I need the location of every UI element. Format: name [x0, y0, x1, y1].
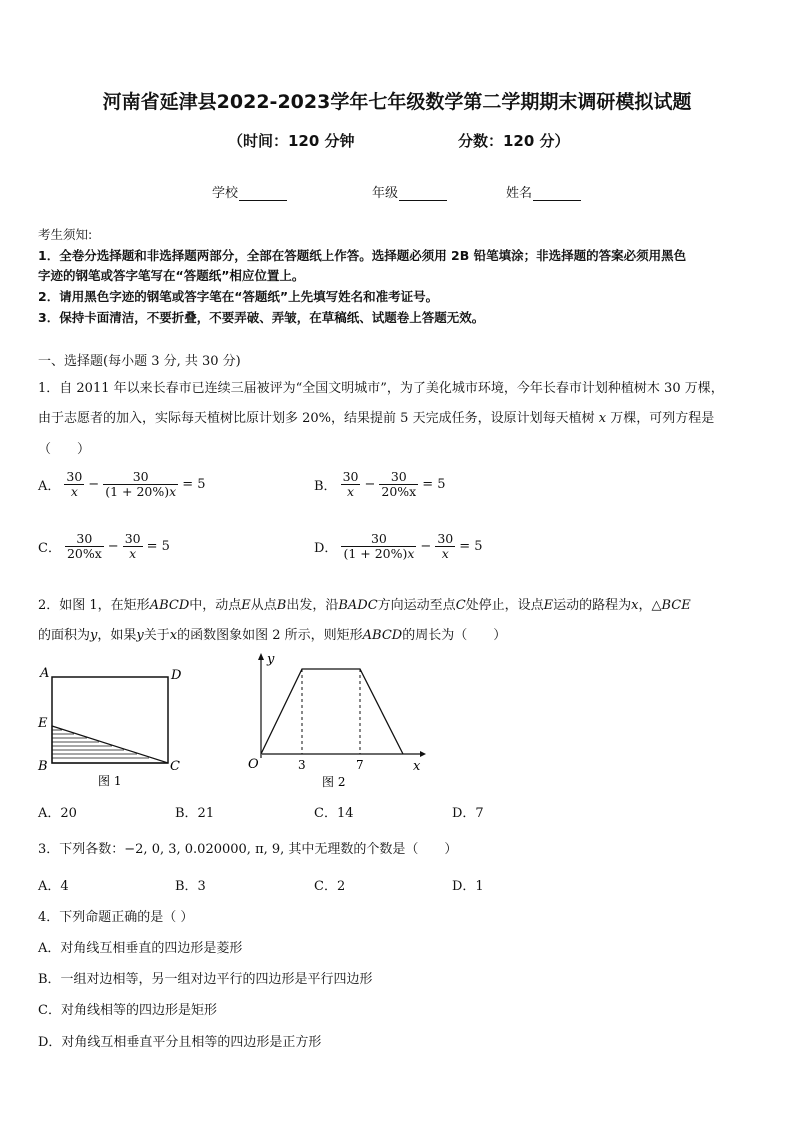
- notice-item-2: 2．请用黑色字迹的钢笔或答字笔在“答题纸”上先填写姓名和准考证号。: [38, 289, 439, 304]
- exam-score: 分数：120 分）: [458, 132, 570, 150]
- notice-item-1b: 字迹的钢笔或答字笔写在“答题纸”相应位置上。: [38, 268, 305, 283]
- grade-blank: [399, 188, 447, 201]
- label-d: D: [171, 668, 182, 683]
- figure-1-caption: 图 1: [98, 774, 122, 788]
- q1-option-b[interactable]: B． $\frac{30}{x}$ − $\frac{30}{20\%x}$ = 5: [314, 469, 446, 500]
- q1-option-c[interactable]: C． $\frac{30}{20\%x}$ − $\frac{30}{x}$ = 5: [38, 531, 170, 562]
- q2-line2: 的面积为y，如果y关于x的函数图象如图 2 所示，则矩形ABCD的周长为（ ）: [38, 628, 507, 643]
- q4-option-a[interactable]: A．对角线互相垂直的四边形是菱形: [38, 941, 243, 956]
- q2-option-c[interactable]: C．14: [314, 806, 354, 821]
- notice-item-1: 1．全卷分选择题和非选择题两部分，全部在答题纸上作答。选择题必须用 2B 铅笔填涂；非选择题的答案必须用黑色: [38, 248, 687, 263]
- triangle-bce: [52, 726, 168, 763]
- name-label: 姓名: [506, 186, 533, 201]
- x-axis-arrow: [420, 751, 426, 757]
- school-field: [212, 182, 287, 201]
- tick-7: 7: [356, 758, 364, 772]
- y-label: y: [267, 652, 275, 667]
- x-label: x: [413, 759, 421, 774]
- section-heading: 一、选择题(每小题 3 分, 共 30 分): [38, 354, 241, 369]
- name-field: [506, 182, 581, 201]
- q1-line1: 1．自 2011 年以来长春市已连续三届被评为“全国文明城市”，为了美化城市环境，今年长春市计划种植树木 30 万棵，: [38, 381, 724, 396]
- q1-line2: 由于志愿者的加入，实际每天植树比原计划多 20%，结果提前 5 天完成任务，设原计划每天植树 x 万棵，可列方程是: [38, 411, 715, 426]
- q2-line1: 2．如图 1，在矩形ABCD中，动点E从点B出发，沿BADC方向运动至点C处停止，设点E运动的路程为x，△BCE: [38, 598, 691, 613]
- figure-2-caption: 图 2: [322, 775, 346, 789]
- q3-text: 3．下列各数：−2, 0, 3, 0.020000, π, 9, 其中无理数的个数是（ ）: [38, 842, 458, 857]
- q1-line3: （ ）: [38, 442, 91, 457]
- q2-option-a[interactable]: A．20: [38, 806, 77, 821]
- school-label: 学校: [212, 186, 239, 201]
- figure-2-graph: [232, 648, 432, 793]
- grade-field: [372, 182, 447, 201]
- notice-item-3: 3．保持卡面清洁，不要折叠，不要弄破、弄皱，在草稿纸、试题卷上答题无效。: [38, 310, 485, 325]
- q1-option-a[interactable]: A． $\frac{30}{x}$ − $\frac{30}{(1 + 20\%)x}$ = 5: [38, 469, 206, 500]
- q3-option-d[interactable]: D．1: [452, 879, 484, 894]
- grade-label: 年级: [372, 186, 399, 201]
- q2-option-b[interactable]: B．21: [175, 806, 215, 821]
- q1-option-d[interactable]: D． $\frac{30}{(1 + 20\%)x}$ − $\frac{30}{x}$ = 5: [314, 531, 483, 562]
- school-blank: [239, 188, 287, 201]
- q4-option-c[interactable]: C．对角线相等的四边形是矩形: [38, 1003, 217, 1018]
- origin-label: O: [248, 757, 259, 772]
- page-title: 河南省延津县2022-2023学年七年级数学第二学期期末调研模拟试题: [102, 91, 692, 113]
- name-blank: [533, 188, 581, 201]
- label-a: A: [40, 666, 50, 681]
- q3-option-c[interactable]: C．2: [314, 879, 346, 894]
- notice-heading: 考生须知:: [38, 227, 93, 242]
- exam-time: （时间：120 分钟: [228, 132, 355, 150]
- q4-option-d[interactable]: D．对角线互相垂直平分且相等的四边形是正方形: [38, 1035, 322, 1050]
- label-c: C: [170, 759, 180, 774]
- tick-3: 3: [298, 758, 306, 772]
- figure-1-rectangle: [34, 660, 194, 790]
- shading-hatch: [52, 730, 149, 758]
- y-axis-arrow: [258, 653, 264, 660]
- q3-option-a[interactable]: A．4: [38, 879, 69, 894]
- q4-option-b[interactable]: B．一组对边相等，另一组对边平行的四边形是平行四边形: [38, 972, 373, 987]
- label-b: B: [38, 759, 48, 774]
- q2-option-d[interactable]: D．7: [452, 806, 484, 821]
- function-line: [261, 669, 403, 754]
- q4-text: 4．下列命题正确的是（ ）: [38, 910, 194, 925]
- q3-option-b[interactable]: B．3: [175, 879, 206, 894]
- label-e: E: [38, 716, 48, 731]
